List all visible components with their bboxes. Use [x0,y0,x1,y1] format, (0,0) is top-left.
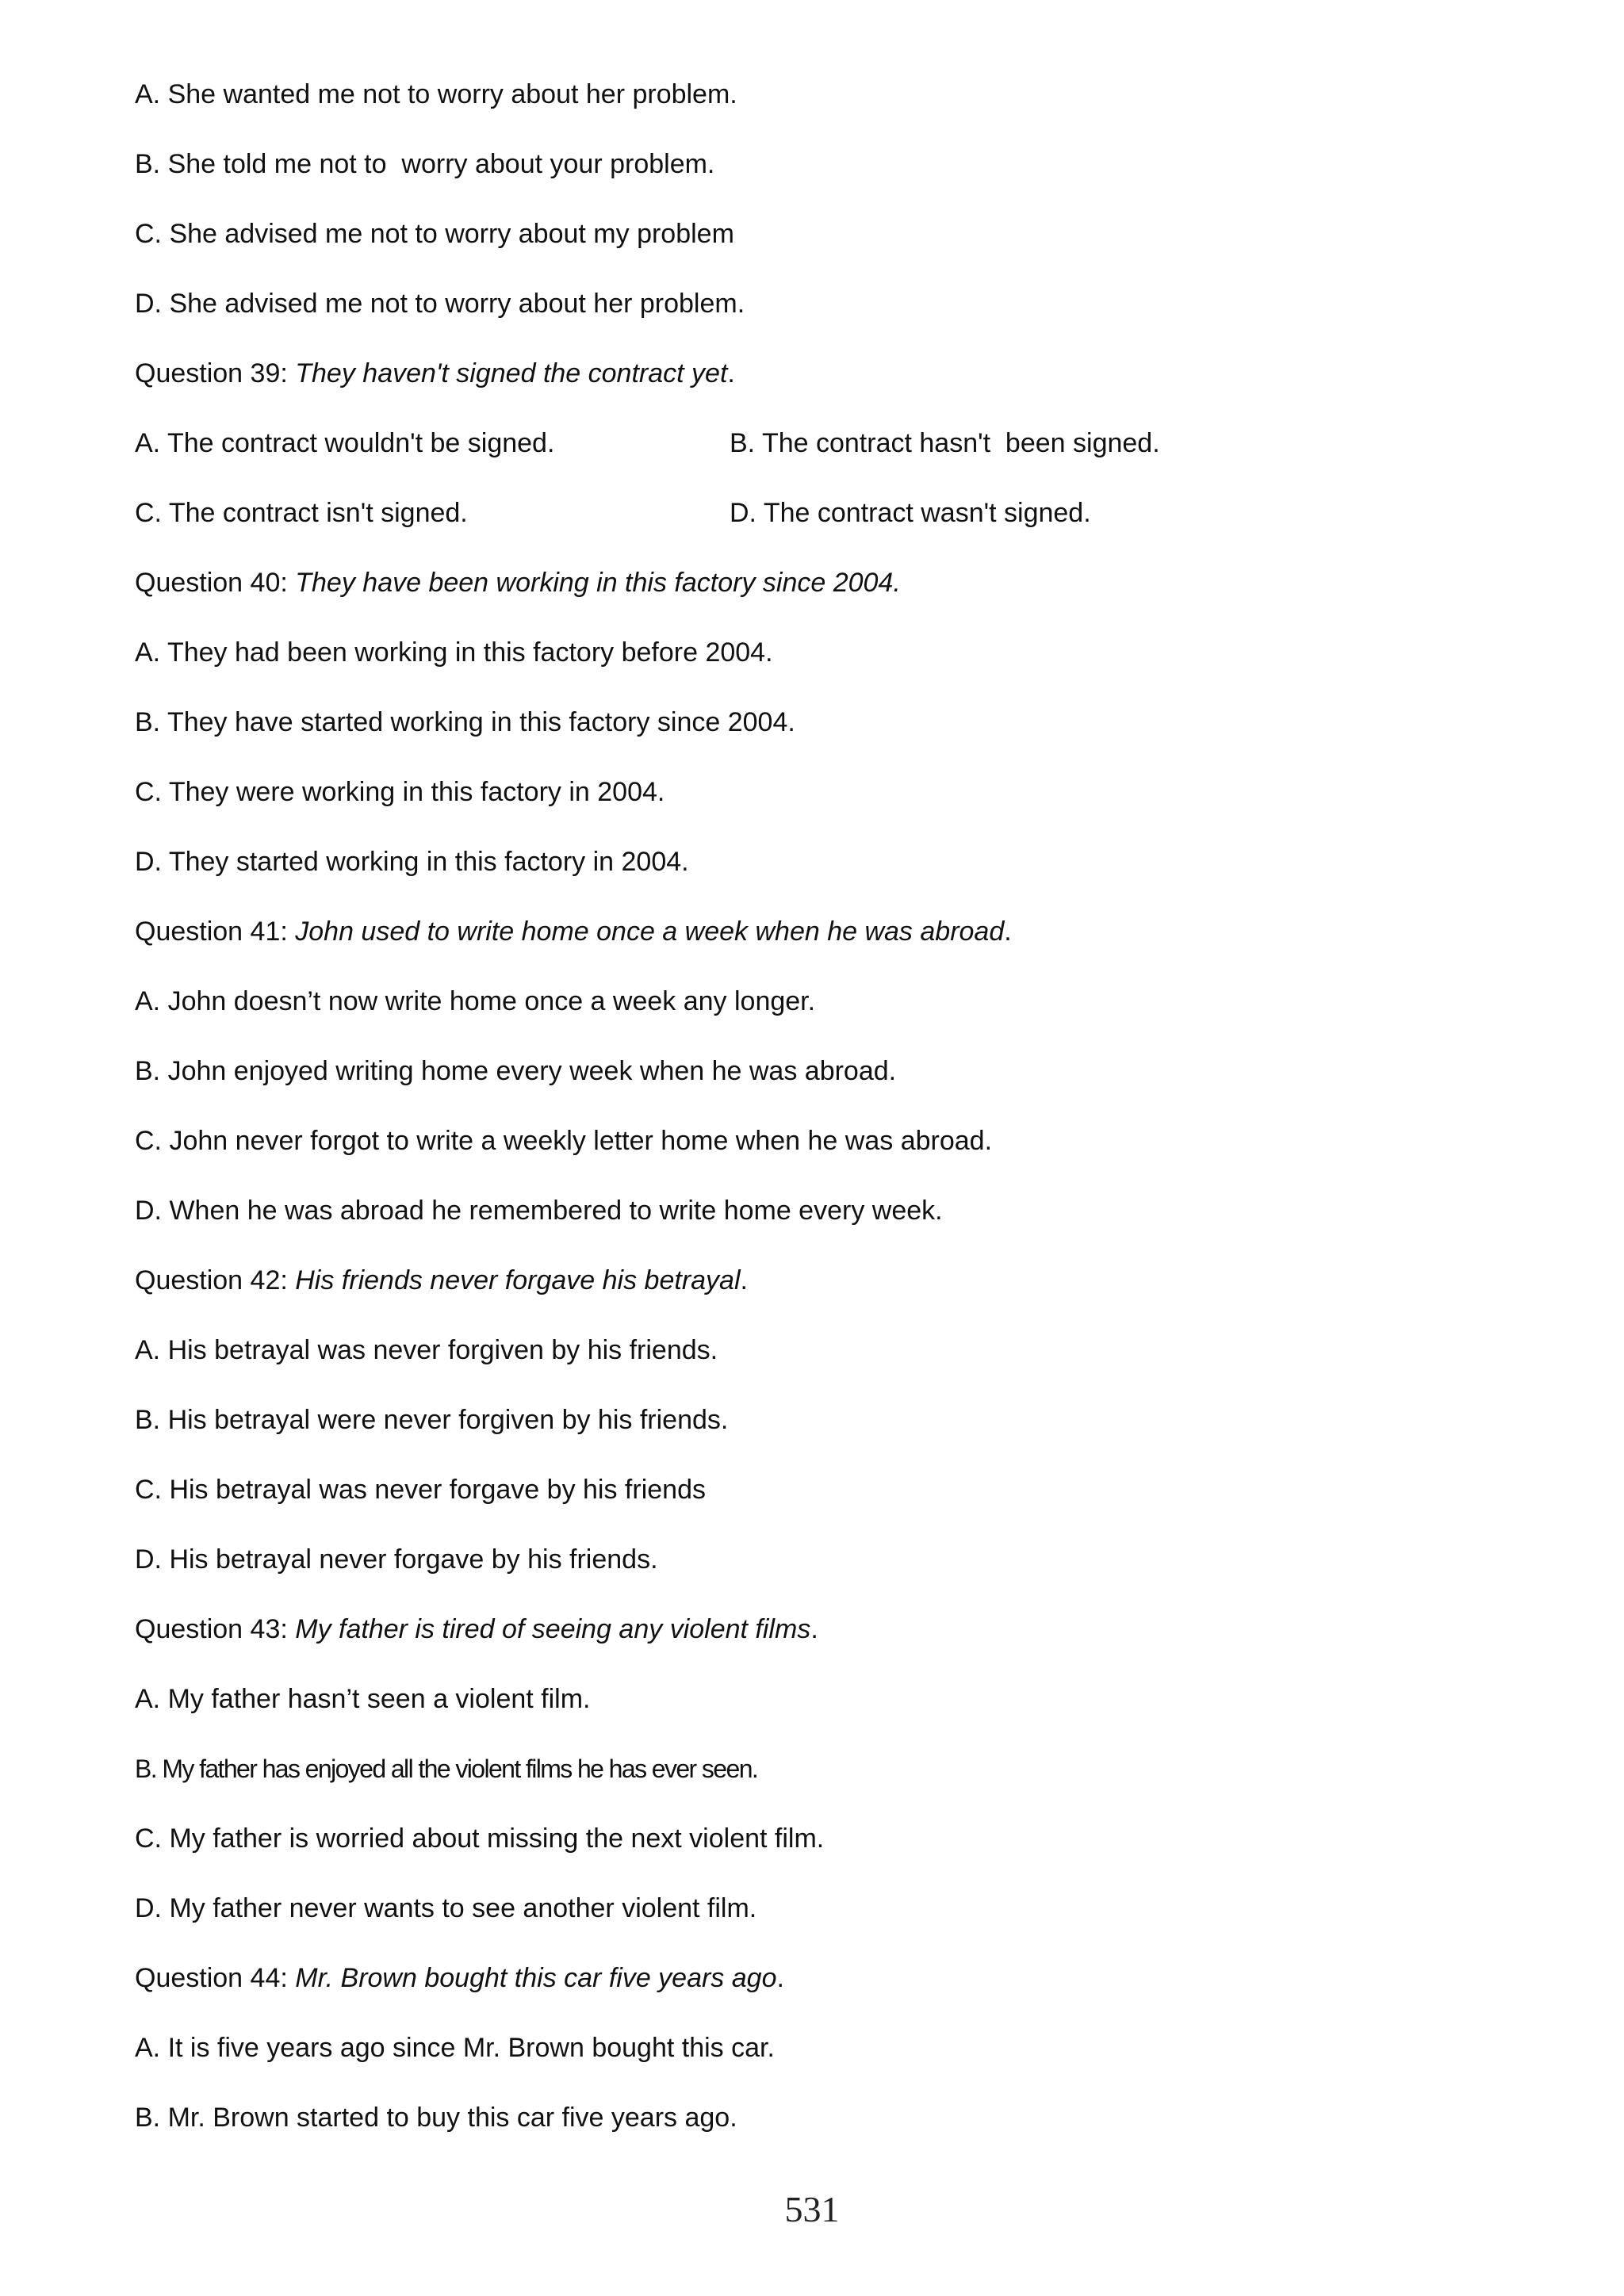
q43-option-c [135,1818,1499,1888]
q38-option-b [135,144,1499,213]
question-label: Question 44: [135,1963,296,1993]
q42-option-a-text: A. His betrayal was never forgiven by his friends. [135,1335,718,1365]
q40-option-d [135,841,1499,911]
q38-option-c-text: C. She advised me not to worry about my problem [135,219,734,249]
q44-option-a [135,2027,1499,2097]
question-end-punct: . [776,1963,784,1993]
q41-option-c-text: C. John never forgot to write a weekly letter home when he was abroad. [135,1126,993,1156]
question-text: They haven't signed the contract yet [295,358,728,388]
q41-option-a [135,981,1499,1050]
q42-option-c-text: C. His betrayal was never forgave by his friends [135,1475,706,1505]
q42-option-b [135,1399,1499,1469]
question-end-punct: . [1004,916,1012,947]
question-text: Mr. Brown bought this car five years ago [295,1963,777,1993]
q41-option-d [135,1190,1499,1260]
q43-option-a-text: A. My father hasn’t seen a violent film. [135,1684,591,1714]
question-label: Question 42: [135,1265,296,1295]
q44-option-b-text: B. Mr. Brown started to buy this car five years ago. [135,2103,737,2133]
q42-option-d [135,1539,1499,1609]
page-number: 531 [784,2189,840,2229]
q43-option-b [135,1748,1499,1818]
q44-option-a-text: A. It is five years ago since Mr. Brown bought this car. [135,2033,775,2063]
question-label: Question 40: [135,568,296,598]
q44-option-b [135,2097,1499,2167]
question-41 [135,911,1499,981]
q40-option-c-text: C. They were working in this factory in 2004. [135,777,665,807]
question-42 [135,1260,1499,1330]
question-text: My father is tired of seeing any violent films [295,1614,811,1644]
question-44 [135,1957,1499,2027]
question-label: Question 41: [135,916,296,947]
q41-option-a-text: A. John doesn’t now write home once a week any longer. [135,986,816,1016]
q39-option-d: D. The contract wasn't signed. [730,498,1091,528]
q42-option-b-text: B. His betrayal were never forgiven by his friends. [135,1405,729,1435]
q39-option-b: B. The contract hasn't been signed. [730,428,1160,458]
q38-option-b-text: B. She told me not to worry about your problem. [135,149,715,179]
question-end-punct: . [727,358,735,388]
question-text: They have been working in this factory since 2004. [295,568,901,598]
q39-options-row-1 [135,423,1499,492]
q42-option-d-text: D. His betrayal never forgave by his friends. [135,1544,658,1575]
q40-option-a [135,632,1499,702]
q38-option-a [135,74,1499,144]
question-label: Question 39: [135,358,296,388]
question-end-punct: . [740,1265,748,1295]
q39-options-row-2 [135,492,1499,562]
q39-option-a: A. The contract wouldn't be signed. [135,428,555,458]
q40-option-b [135,702,1499,771]
q38-option-d-text: D. She advised me not to worry about her problem. [135,289,745,319]
question-text: John used to write home once a week when he was abroad [295,916,1005,947]
page-content [135,74,1499,2167]
q42-option-a [135,1330,1499,1399]
question-43 [135,1609,1499,1678]
q41-option-d-text: D. When he was abroad he remembered to write home every week. [135,1196,943,1226]
q43-option-d [135,1888,1499,1957]
q38-option-d [135,283,1499,353]
question-end-punct: . [810,1614,818,1644]
q43-option-b-text: B. My father has enjoyed all the violent films he has ever seen. [135,1755,758,1783]
q42-option-c [135,1469,1499,1539]
q38-option-c [135,213,1499,283]
q43-option-a [135,1678,1499,1748]
question-text: His friends never forgave his betrayal [295,1265,741,1295]
question-label: Question 43: [135,1614,296,1644]
q41-option-c [135,1120,1499,1190]
q38-option-a-text: A. She wanted me not to worry about her problem. [135,79,737,109]
q39-option-c: C. The contract isn't signed. [135,498,468,528]
q40-option-b-text: B. They have started working in this factory since 2004. [135,707,795,737]
question-39 [135,353,1499,423]
q40-option-c [135,771,1499,841]
question-40 [135,562,1499,632]
q43-option-d-text: D. My father never wants to see another violent film. [135,1893,757,1923]
q41-option-b [135,1050,1499,1120]
q40-option-a-text: A. They had been working in this factory before 2004. [135,637,773,668]
q40-option-d-text: D. They started working in this factory in 2004. [135,847,689,877]
q41-option-b-text: B. John enjoyed writing home every week when he was abroad. [135,1056,897,1086]
q43-option-c-text: C. My father is worried about missing the next violent film. [135,1823,825,1854]
